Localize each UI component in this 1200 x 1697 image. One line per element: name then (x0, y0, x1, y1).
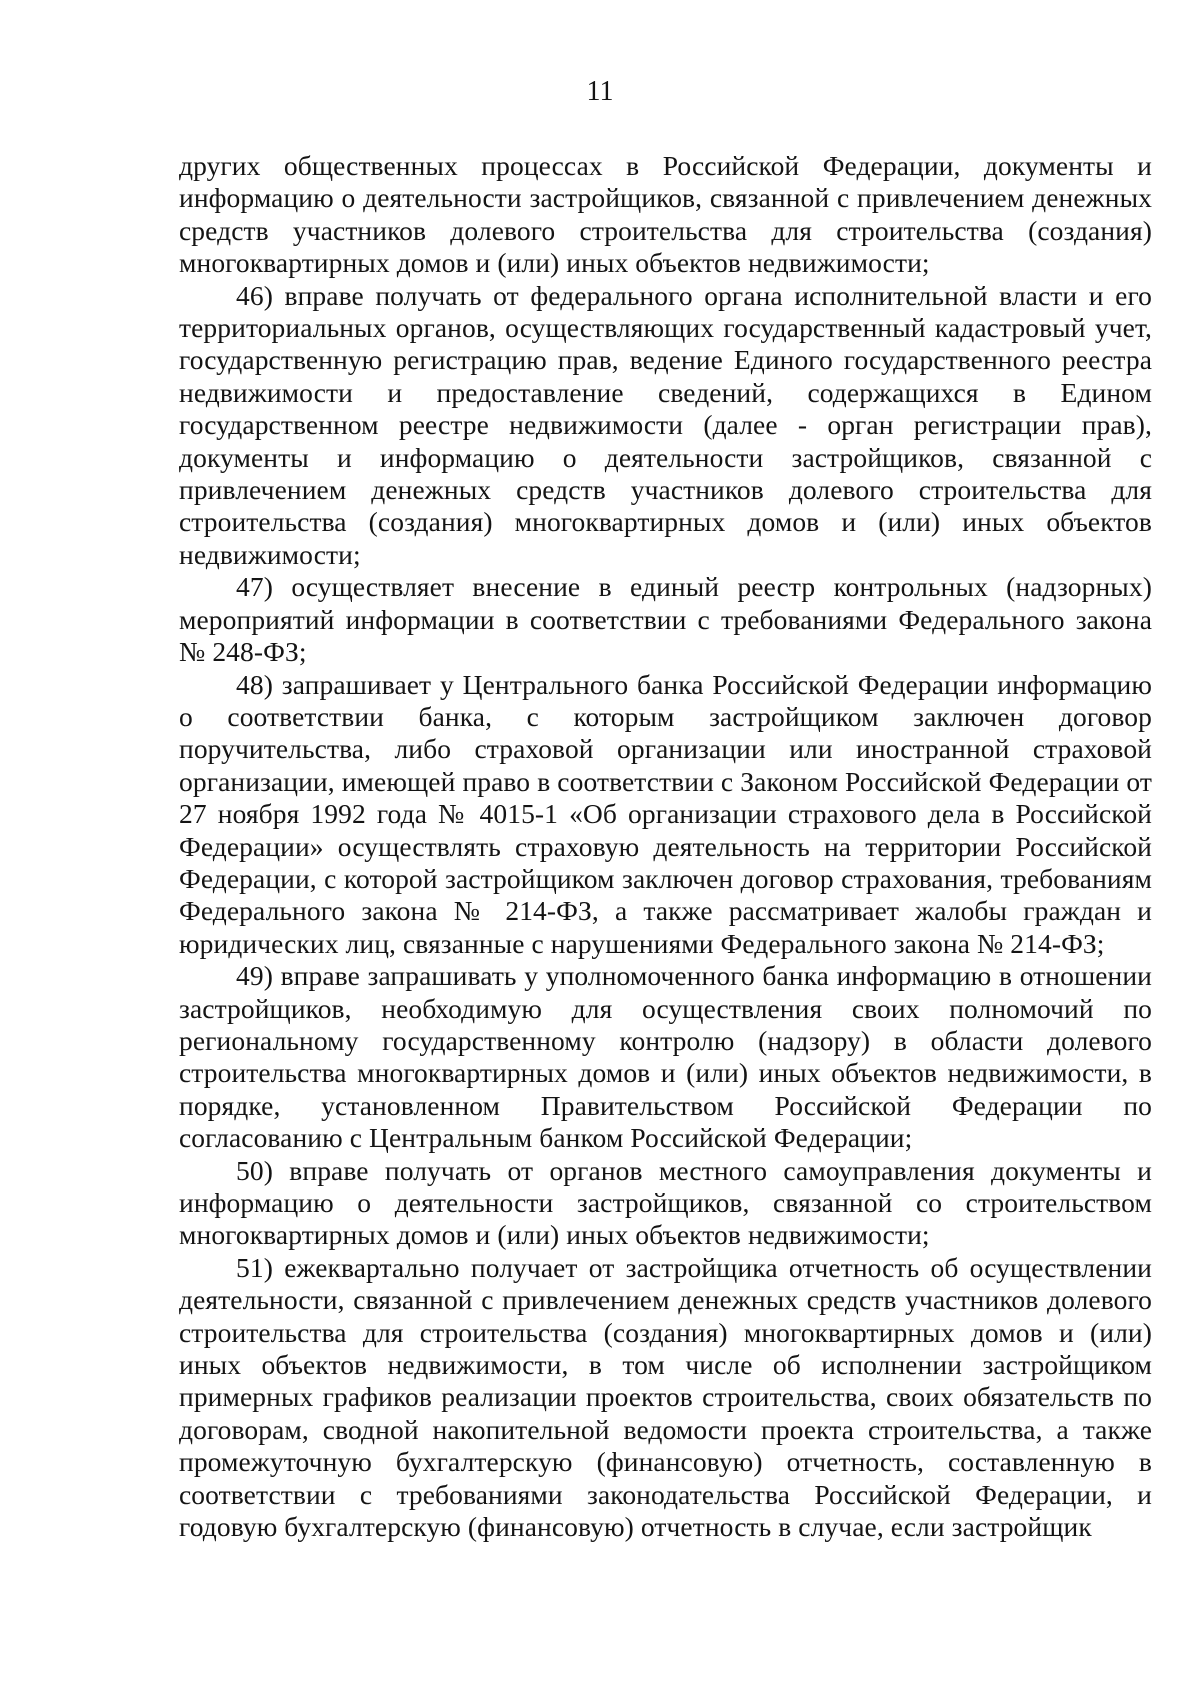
paragraph-item-46: 46) вправе получать от федерального органа исполнительной власти и его территориальных органов, осуществляющих государственный кадастровый учет, государственную регистрацию прав, ведение Единого государственного реестра недвижимости и предоставление сведений, содержащихся в Едином государственном реестре недвижимости (далее - орган регистрации прав), документы и информацию о деятельности застройщиков, связанной с привлечением денежных средств участников долевого строительства для строительства (создания) многоквартирных домов и (или) иных объектов недвижимости; (179, 279, 1152, 570)
paragraph-item-48: 48) запрашивает у Центрального банка Российской Федерации информацию о соответствии банка, с которым застройщиком заключен договор поручительства, либо страховой организации или иностранной страховой организации, имеющей право в соответствии с Законом Российской Федерации от 27 ноября 1992 года № 4015-1 «Об организации страхового дела в Российской Федерации» осуществлять страховую деятельность на территории Российской Федерации, с которой застройщиком заключен договор страхования, требованиям Федерального закона № 214-ФЗ, а также рассматривает жалобы граждан и юридических лиц, связанные с нарушениями Федерального закона № 214-ФЗ; (179, 668, 1152, 959)
page-number: 11 (586, 76, 614, 107)
paragraph-item-49: 49) вправе запрашивать у уполномоченного банка информацию в отношении застройщиков, необходимую для осуществления своих полномочий по региональному государственному контролю (надзору) в области долевого строительства многоквартирных домов и (или) иных объектов недвижимости, в порядке, установленном Правительством Российской Федерации по согласованию с Центральным банком Российской Федерации; (179, 960, 1152, 1154)
paragraph-item-51: 51) ежеквартально получает от застройщика отчетность об осуществлении деятельности, связанной с привлечением денежных средств участников долевого строительства для строительства (создания) многоквартирных домов и (или) иных объектов недвижимости, в том числе об исполнении застройщиком примерных графиков реализации проектов строительства, своих обязательств по договорам, сводной накопительной ведомости проекта строительства, а также промежуточную бухгалтерскую (финансовую) отчетность, составленную в соответствии с требованиями законодательства Российской Федерации, и годовую бухгалтерскую (финансовую) отчетность в случае, если застройщик (179, 1251, 1152, 1543)
paragraph-item-50: 50) вправе получать от органов местного самоуправления документы и информацию о деятельности застройщиков, связанной со строительством многоквартирных домов и (или) иных объектов недвижимости; (179, 1154, 1152, 1251)
paragraph-item-47: 47) осуществляет внесение в единый реестр контрольных (надзорных) мероприятий информации в соответствии с требованиями Федерального закона № 248-ФЗ; (179, 571, 1152, 668)
paragraph-continuation: других общественных процессах в Российской Федерации, документы и информацию о деятельности застройщиков, связанной с привлечением денежных средств участников долевого строительства для строительства (создания) многоквартирных домов и (или) иных объектов недвижимости; (179, 150, 1152, 279)
document-body (179, 150, 1152, 1543)
